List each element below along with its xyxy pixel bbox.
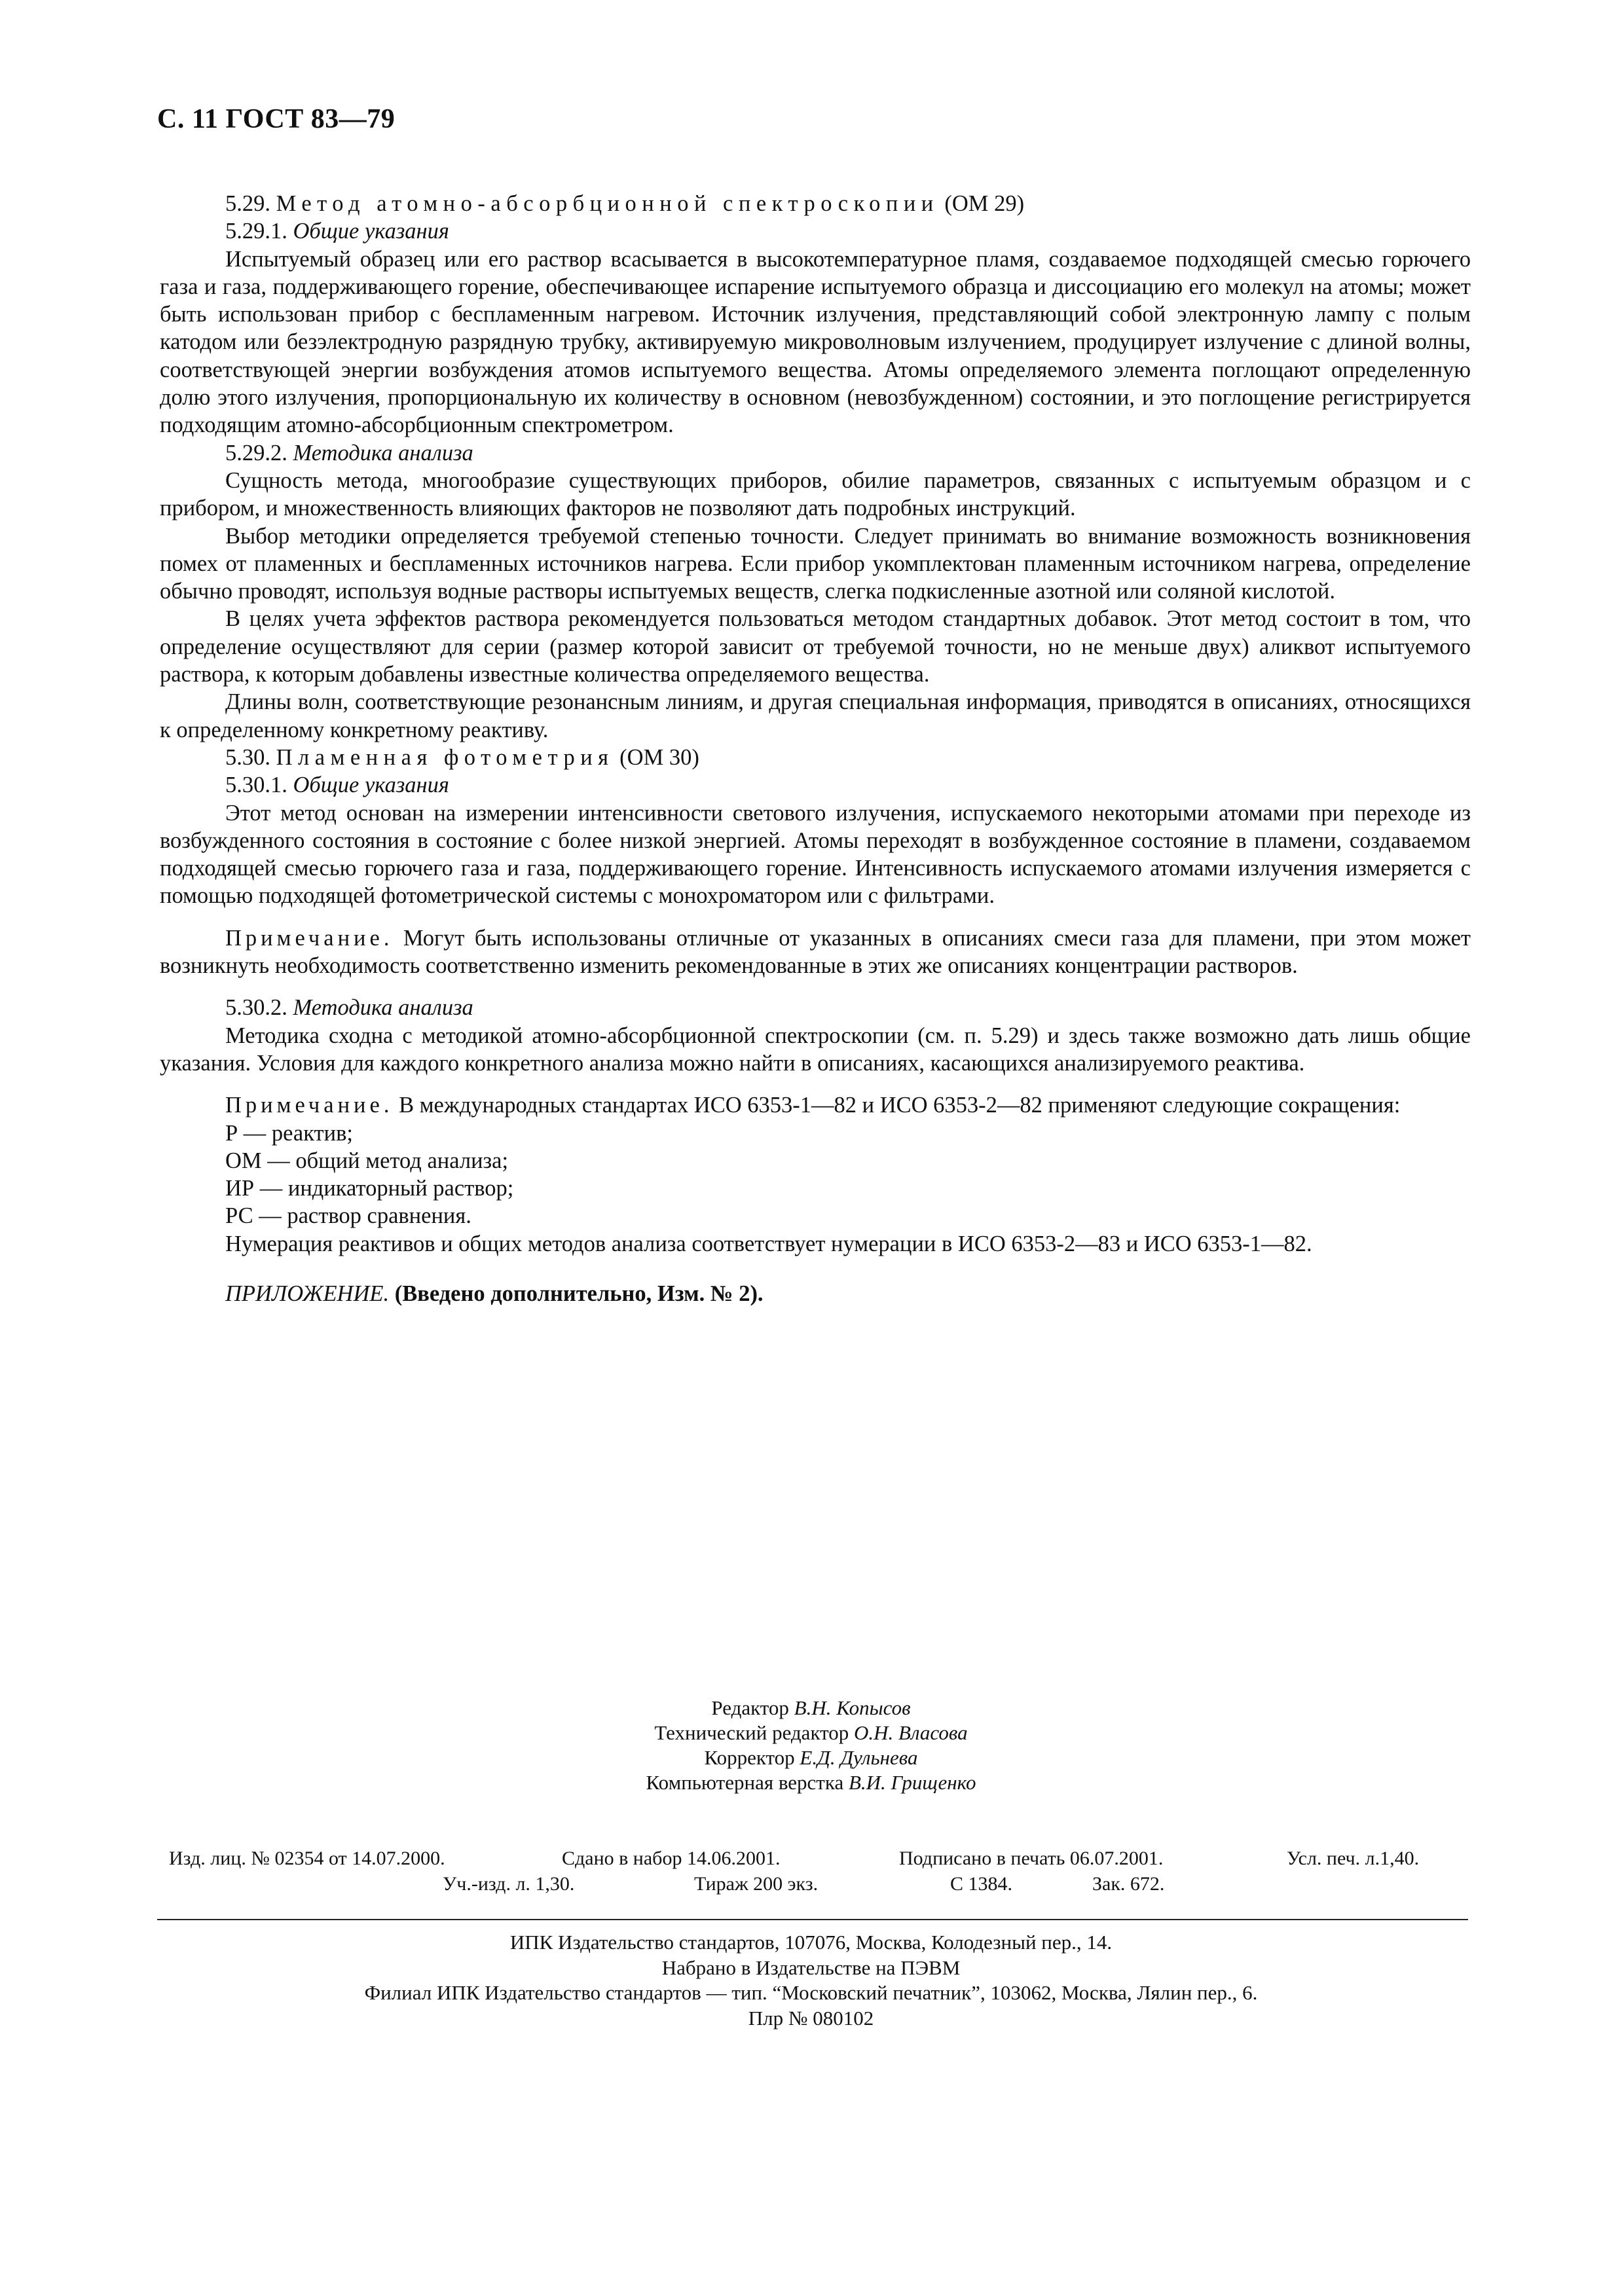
abbreviation-item: Р — реактив; — [225, 1120, 353, 1146]
appendix-note — [160, 1280, 1471, 1307]
subsection-title: Методика анализа — [293, 440, 473, 465]
paragraph: Методика сходна с методикой атомно-абсорбционной спектроскопии (см. п. 5.29) и здесь также возможно дать лишь общие указания. Условия для каждого конкретного анализа можно найти в описаниях, касающихся анализируемого реактива. — [160, 1023, 1471, 1076]
pub-print-run: Тираж 200 экз. — [694, 1873, 819, 1895]
printinfo-line: Плр № 080102 — [748, 2006, 874, 2030]
subsection-title: Методика анализа — [293, 995, 473, 1021]
note-label: Примечание. — [225, 925, 394, 951]
credit-name: В.И. Грищенко — [848, 1771, 976, 1794]
document-body — [160, 190, 1471, 1307]
abbreviation-item: РС — раствор сравнения. — [225, 1203, 471, 1229]
note-text: Могут быть использованы отличные от указанных в описаниях смеси газа для пламени, при этом может возникнуть необходимость соответственно изменить рекомендованные в этих же описаниях концентрации растворов. — [160, 925, 1471, 979]
section-title: Пламенная фотометрия — [276, 744, 614, 770]
page-header: С. 11 ГОСТ 83—79 — [157, 104, 396, 134]
subsection-title: Общие указания — [293, 219, 449, 244]
pub-edition-sheets: Уч.-изд. л. 1,30. — [443, 1873, 575, 1895]
subsection-5-29-1-heading — [160, 217, 1471, 245]
credit-name: Е.Д. Дульнева — [800, 1746, 918, 1769]
subsection-title: Общие указания — [293, 773, 449, 798]
section-number: 5.29. — [225, 191, 270, 216]
note-label: Примечание. — [225, 1093, 394, 1118]
credit-tech-editor — [0, 1721, 1622, 1745]
paragraph: В целях учета эффектов раствора рекомендуется пользоваться методом стандартных добавок. Этот метод состоит в том, что определение осуществляют для серии (размер которой зависит от требуемой точности, но не меньше двух) аликвот испытуемого раствора, к которым добавлены известные количества определяемого вещества. — [160, 606, 1471, 687]
pub-print-sheets: Усл. печ. л.1,40. — [1287, 1848, 1420, 1869]
printinfo-line: Набрано в Издательстве на ПЭВМ — [661, 1956, 961, 1979]
printinfo-line: Филиал ИПК Издательство стандартов — тип. “Московский печатник”, 103062, Москва, Лялин пер., 6. — [364, 1981, 1258, 2004]
note-text: В международных стандартах ИСО 6353-1—82 и ИСО 6353-2—82 применяют следующие сокращения: — [399, 1093, 1401, 1118]
appendix-text: (Введено дополнительно, Изм. № 2). — [394, 1281, 764, 1306]
subsection-5-29-2-heading — [160, 439, 1471, 467]
pub-order-number: Зак. 672. — [1092, 1873, 1165, 1895]
note-2 — [160, 1091, 1471, 1119]
abbreviation-item: ИР — индикаторный раствор; — [225, 1176, 514, 1201]
paragraph: Сущность метода, многообразие существующих приборов, обилие параметров, связанных с испытуемым образцом и с прибором, и множественность влияющих факторов не позволяют дать подробных инструкций. — [160, 467, 1471, 521]
numbering-paragraph: Нумерация реактивов и общих методов анализа соответствует нумерации в ИСО 6353-2—83 и ИСО 6353-1—82. — [225, 1231, 1312, 1256]
subsection-5-30-1-heading — [160, 771, 1471, 799]
printinfo-line: ИПК Издательство стандартов, 107076, Москва, Колодезный пер., 14. — [509, 1931, 1113, 1954]
credit-role: Корректор — [704, 1746, 795, 1769]
paragraph: Выбор методики определяется требуемой степенью точности. Следует принимать во внимание возможность возникновения помех от пламенных и беспламенных источников нагрева. Если прибор укомплектован пламенным источником нагрева, определение обычно проводят, используя водные растворы испытуемых веществ, слегка подкисленные азотной или соляной кислотой. — [160, 523, 1471, 604]
printing-info — [0, 1930, 1622, 2031]
pub-c-number: С 1384. — [950, 1873, 1013, 1895]
note-1 — [160, 924, 1471, 980]
paragraph: Испытуемый образец или его раствор всасывается в высокотемпературное пламя, создаваемое подходящей смесью горючего газа и газа, поддерживающего горение, обеспечивающее испарение испытуемого образца и диссоциацию его молекул на атомы; может быть использован прибор с беспламенным нагревом. Источник излучения, представляющий собой электронную лампу с полым катодом или безэлектродную разрядную трубку, активируемую микроволновым излучением, продуцирует излучение с длиной волны, соответствующей энергии возбуждения атомов испытуемого вещества. Атомы определяемого элемента поглощают определенную долю этого излучения, пропорциональную их количеству в основном (невозбужденном) состоянии, и это поглощение регистрируется подходящим атомно-абсорбционным спектрометром. — [160, 246, 1471, 438]
section-title: Метод атомно-абсорбционной спектроскопии — [276, 191, 939, 216]
subsection-number: 5.30.2. — [225, 995, 287, 1021]
section-5-30-heading — [160, 744, 1471, 771]
credit-name: О.Н. Власова — [854, 1721, 968, 1744]
pub-signed-date: Подписано в печать 06.07.2001. — [899, 1848, 1164, 1869]
subsection-number: 5.29.1. — [225, 219, 287, 244]
section-code: (ОМ 29) — [944, 191, 1025, 216]
paragraph: Длины волн, соответствующие резонансным линиям, и другая специальная информация, приводятся в описаниях, относящихся к определенному конкретному реактиву. — [160, 689, 1471, 742]
subsection-number: 5.29.2. — [225, 440, 287, 465]
appendix-label: ПРИЛОЖЕНИЕ. — [225, 1281, 390, 1306]
subsection-5-30-2-heading — [160, 994, 1471, 1021]
credit-name: В.Н. Копысов — [794, 1696, 911, 1719]
editorial-credits — [0, 1696, 1622, 1795]
credit-role: Редактор — [711, 1696, 789, 1719]
pub-license: Изд. лиц. № 02354 от 14.07.2000. — [169, 1848, 445, 1869]
section-code: (ОМ 30) — [619, 744, 699, 770]
credit-corrector — [0, 1745, 1622, 1770]
credit-layout — [0, 1770, 1622, 1795]
paragraph: Этот метод основан на измерении интенсивности светового излучения, испускаемого некоторыми атомами при переходе из возбужденного состояния в состояние с более низкой энергией. Атомы переходят в возбужденное состояние в пламени, создаваемом подходящей смесью горючего газа и газа, поддерживающего горение. Интенсивность испускаемого атомами излучения измеряется с помощью подходящей фотометрической системы с монохроматором или с фильтрами. — [160, 800, 1471, 909]
section-number: 5.30. — [225, 744, 270, 770]
credit-role: Компьютерная верстка — [646, 1771, 844, 1794]
abbreviation-item: ОМ — общий метод анализа; — [225, 1148, 509, 1173]
footer-divider — [157, 1919, 1468, 1920]
section-5-29-heading — [160, 190, 1471, 217]
subsection-number: 5.30.1. — [225, 773, 287, 798]
pub-set-date: Сдано в набор 14.06.2001. — [562, 1848, 781, 1869]
credit-editor — [0, 1696, 1622, 1721]
credit-role: Технический редактор — [654, 1721, 849, 1744]
